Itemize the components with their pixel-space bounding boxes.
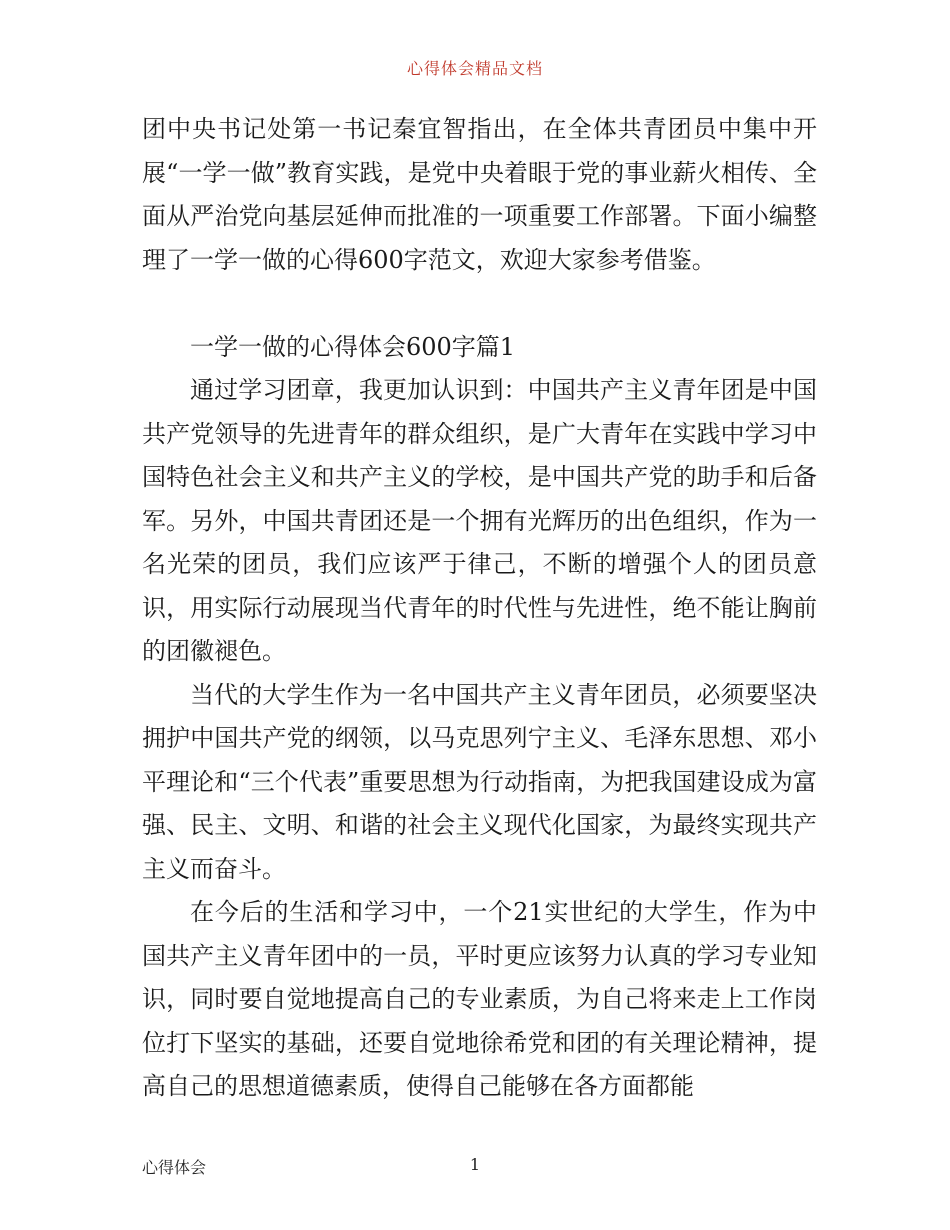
section-title: 一学一做的心得体会600字篇1	[190, 332, 516, 361]
body-paragraph-3: 在今后的生活和学习中，一个21实世纪的大学生，作为中国共产主义青年团中的一员，平时更应该努力认真的学习专业知识，同时要自觉地提高自己的专业素质，为自己将来走上工作岗位打下坚实的基础，还要自觉地徐希党和团的有关理论精神，提高自己的思想道德素质，使得自己能够在各方面都能	[142, 898, 817, 1100]
blank-line	[142, 282, 817, 326]
intro-paragraph: 团中央书记处第一书记秦宜智指出，在全体共青团员中集中开展“一学一做”教育实践，是党中央着眼于党的事业薪火相传、全面从严治党向基层延伸而批准的一项重要工作部署。下面小编整理了一学一做的心得600字范文，欢迎大家参考借鉴。	[142, 115, 817, 274]
page-header-title: 心得体会精品文档	[406, 59, 543, 78]
document-body	[142, 108, 817, 1109]
page-number: 1	[469, 1155, 481, 1174]
body-paragraph-1: 通过学习团章，我更加认识到：中国共产主义青年团是中国共产党领导的先进青年的群众组织，是广大青年在实践中学习中国特色社会主义和共产主义的学校，是中国共产党的助手和后备军。另外，中国共青团还是一个拥有光辉历的出色组织，作为一名光荣的团员，我们应该严于律己，不断的增强个人的团员意识，用实际行动展现当代青年的时代性与先进性，绝不能让胸前的团徽褪色。	[142, 376, 817, 665]
footer-label: 心得体会	[142, 1158, 207, 1177]
body-paragraph-2: 当代的大学生作为一名中国共产主义青年团员，必须要坚决拥护中国共产党的纲领，以马克思列宁主义、毛泽东思想、邓小平理论和“三个代表”重要思想为行动指南，为把我国建设成为富强、民主、文明、和谐的社会主义现代化国家，为最终实现共产主义而奋斗。	[142, 680, 817, 883]
